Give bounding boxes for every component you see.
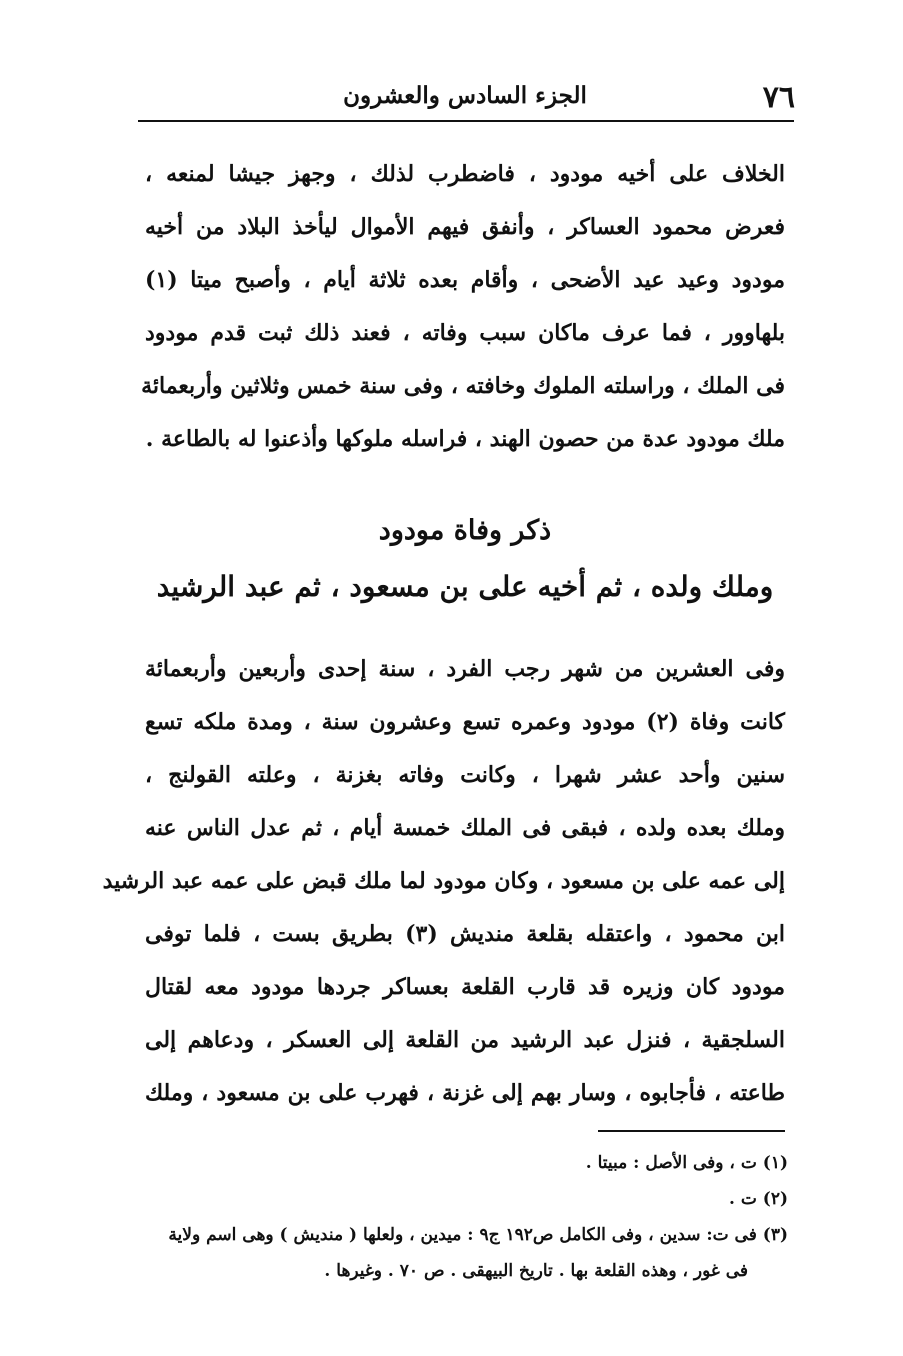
footnote-rule bbox=[598, 1130, 785, 1132]
section-subtitle: وملك ولده ، ثم أخيه على بن مسعود ، ثم عبد الرشيد bbox=[156, 570, 774, 603]
page-number: ٧٦ bbox=[762, 80, 795, 115]
paragraph-line: وملك بعده ولده ، فبقى فى الملك خمسة أيام ، ثم عدل الناس عنه bbox=[145, 815, 785, 841]
paragraph-line: مودود وعيد عيد الأضحى ، وأقام بعده ثلاثة أيام ، وأصبح ميتا (١) bbox=[145, 267, 785, 293]
paragraph-1 bbox=[141, 148, 785, 466]
footnotes bbox=[140, 1145, 788, 1289]
paragraph-line: سنين وأحد عشر شهرا ، وكانت وفاته بغزنة ، وعلته القولنج ، bbox=[145, 762, 785, 788]
footnote-2: (٢) ت . bbox=[729, 1189, 788, 1209]
paragraph-line: إلى عمه على بن مسعود ، وكان مودود لما ملك قبض على عمه عبد الرشيد bbox=[102, 868, 785, 894]
paragraph-line: الخلاف على أخيه مودود ، فاضطرب لذلك ، وجهز جيشا لمنعه ، bbox=[145, 161, 785, 187]
paragraph-line: كانت وفاة (٢) مودود وعمره تسع وعشرون سنة ، ومدة ملكه تسع bbox=[145, 709, 785, 735]
paragraph-line: وفى العشرين من شهر رجب الفرد ، سنة إحدى وأربعين وأربعمائة bbox=[145, 656, 785, 682]
page-header bbox=[135, 78, 795, 118]
footnote-3: (٣) فى ت: سدين ، وفى الكامل ص١٩٢ ج٩ : ميدين ، ولعلها ( منديش ) وهى اسم ولاية bbox=[168, 1225, 788, 1245]
footnote-1: (١) ت ، وفى الأصل : مبيتا . bbox=[585, 1153, 788, 1173]
paragraph-line: طاعته ، فأجابوه ، وسار بهم إلى غزنة ، فهرب على بن مسعود ، وملك bbox=[145, 1080, 785, 1106]
paragraph-line: فى الملك ، وراسلته الملوك وخافته ، وفى سنة خمس وثلاثين وأربعمائة bbox=[141, 373, 785, 399]
paragraph-line: ملك مودود عدة من حصون الهند ، فراسله ملوكها وأذعنوا له بالطاعة . bbox=[145, 426, 785, 452]
running-title: الجزء السادس والعشرون bbox=[343, 82, 587, 109]
paragraph-2 bbox=[102, 643, 785, 1120]
paragraph-line: مودود كان وزيره قد قارب القلعة بعساكر جردها مودود معه لقتال bbox=[145, 974, 785, 1000]
section-title: ذكر وفاة مودود bbox=[378, 515, 552, 546]
paragraph-line: السلجقية ، فنزل عبد الرشيد من القلعة إلى العسكر ، ودعاهم إلى bbox=[145, 1027, 785, 1053]
paragraph-line: بلهاوور ، فما عرف ماكان سبب وفاته ، فعند ذلك ثبت قدم مودود bbox=[145, 320, 785, 346]
header-rule bbox=[138, 120, 794, 122]
footnote-3-continuation: فى غور ، وهذه القلعة بها . تاريخ البيهقى . ص ٧٠ . وغيرها . bbox=[324, 1261, 748, 1281]
paragraph-line: ابن محمود ، واعتقله بقلعة منديش (٣) بطريق بست ، فلما توفى bbox=[145, 921, 785, 947]
paragraph-line: فعرض محمود العساكر ، وأنفق فيهم الأموال ليأخذ البلاد من أخيه bbox=[145, 214, 785, 240]
